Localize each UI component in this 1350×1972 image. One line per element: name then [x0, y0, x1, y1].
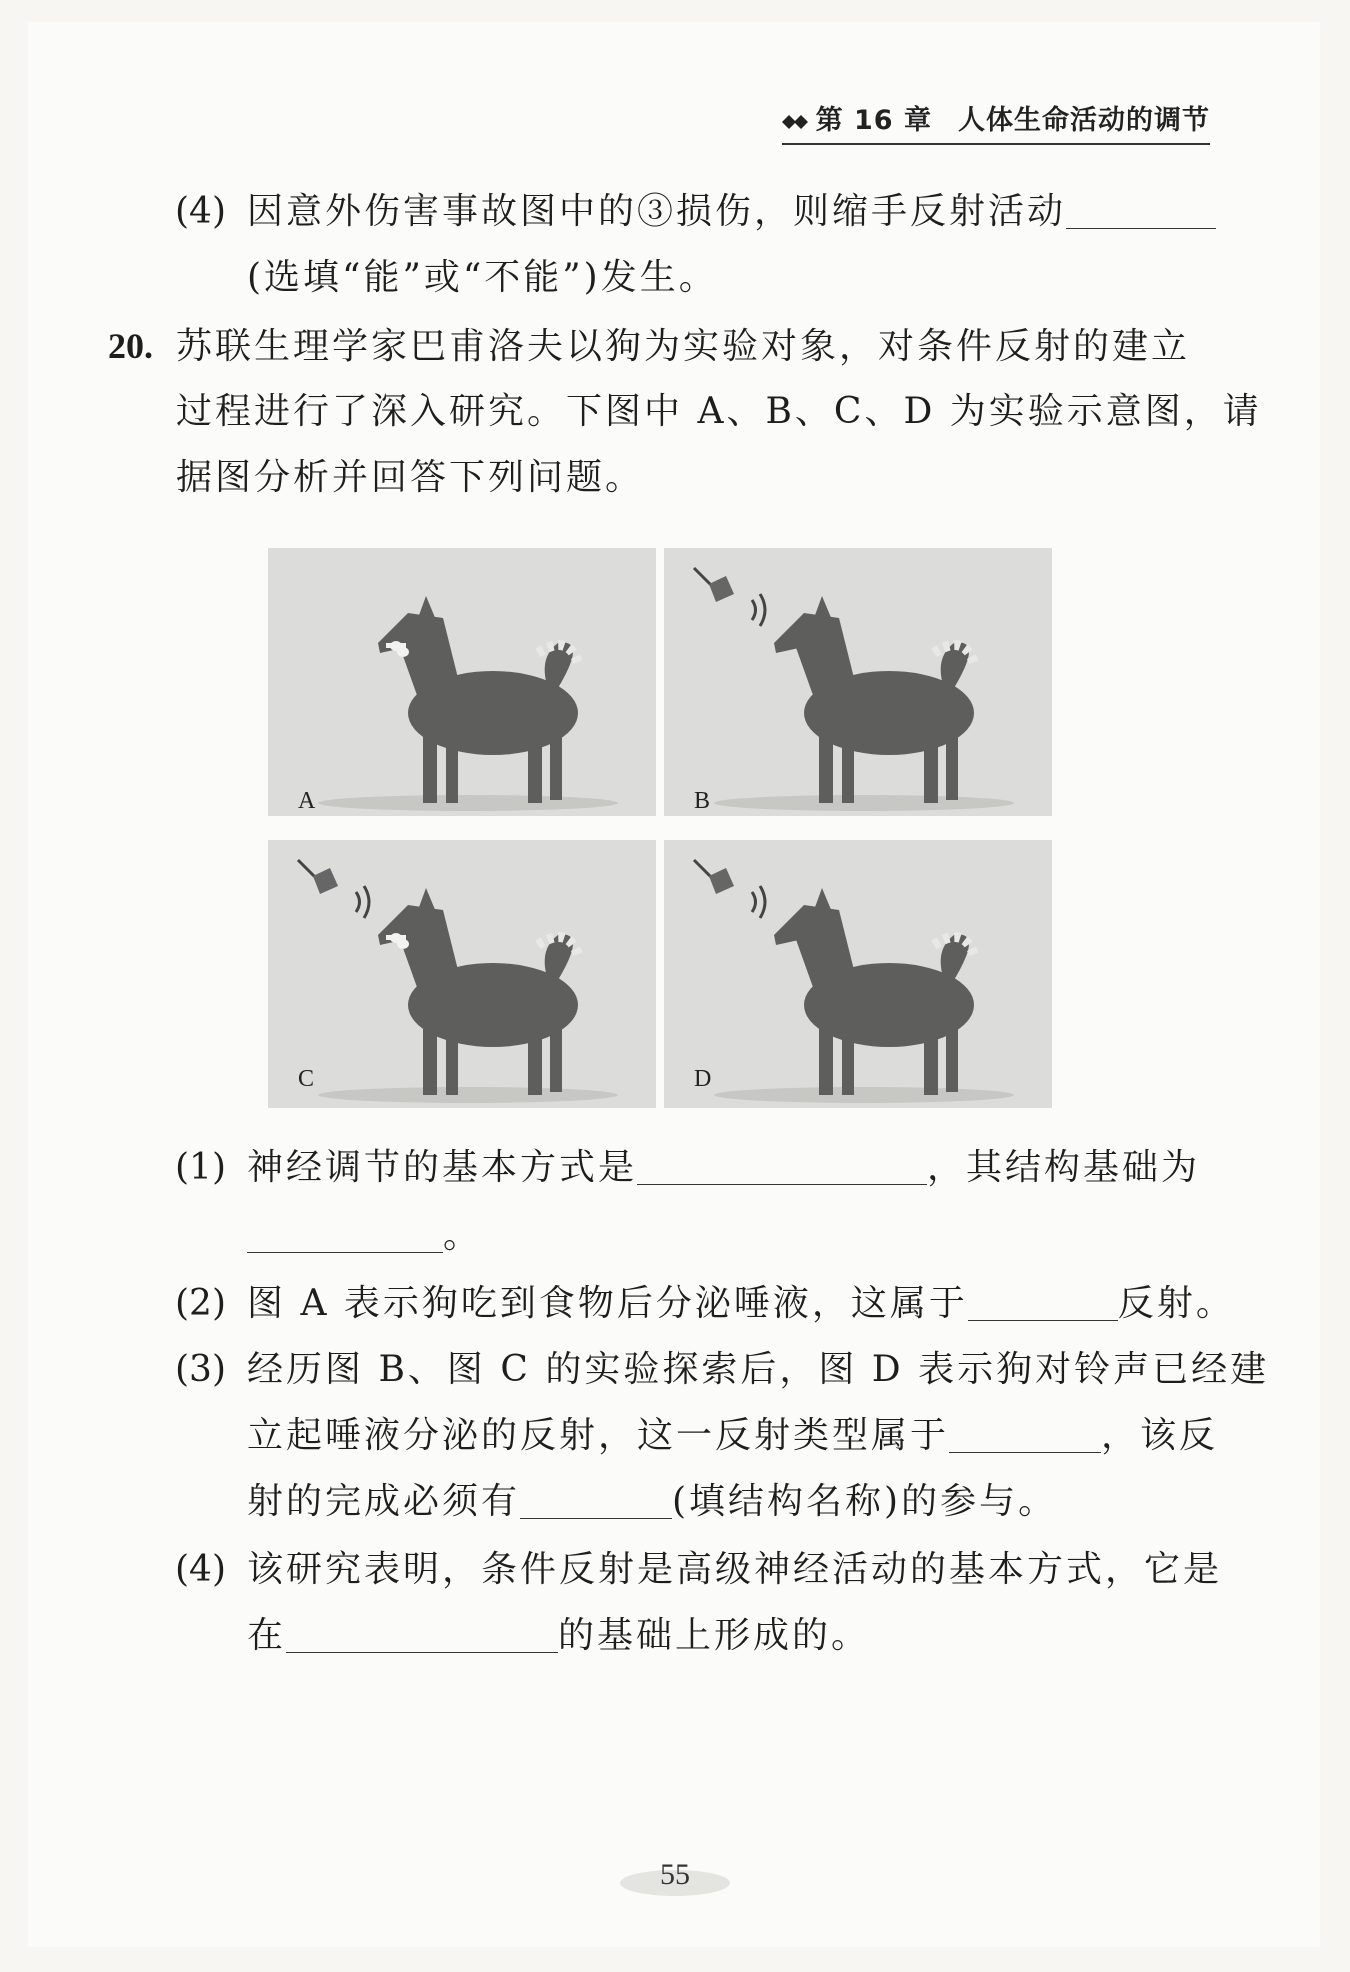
- dog-with-bell-and-food-illustration: [268, 840, 656, 1108]
- question-text: 经历图 B、图 C 的实验探索后，图 D 表示狗对铃声已经建: [247, 1349, 1270, 1390]
- dog-with-food-illustration: [268, 548, 656, 816]
- question-text: 立起唾液分泌的反射，这一反射类型属于: [247, 1415, 950, 1456]
- part4-line2: [247, 1614, 870, 1658]
- figure-panel-d: [664, 840, 1052, 1108]
- question-text: 该研究表明，条件反射是高级神经活动的基本方式，它是: [247, 1549, 1223, 1590]
- part4-line1: [175, 1548, 1222, 1592]
- question-text: ，其结构基础为: [927, 1147, 1201, 1188]
- answer-blank[interactable]: [637, 1150, 927, 1185]
- dog-with-bell-illustration: [664, 548, 1052, 816]
- panel-label-d: D: [694, 1066, 712, 1092]
- part-number: (2): [175, 1283, 226, 1324]
- answer-blank[interactable]: [968, 1286, 1118, 1321]
- figure-panel-a: [268, 548, 656, 816]
- part-number: (3): [175, 1349, 226, 1390]
- question-number: 20.: [108, 326, 153, 366]
- figure-panel-b: [664, 548, 1052, 816]
- panel-label-b: B: [694, 788, 711, 814]
- q20-line2: 过程进行了深入研究。下图中 A、B、C、D 为实验示意图，请: [176, 391, 1262, 432]
- part3-line1: [175, 1348, 1269, 1392]
- q20-line3: 据图分析并回答下列问题。: [176, 457, 645, 498]
- answer-blank[interactable]: [949, 1418, 1101, 1453]
- question-text: 反射。: [1117, 1283, 1235, 1324]
- part2-line1: [175, 1282, 1235, 1326]
- chapter-number: 第 16 章: [815, 105, 932, 136]
- question-text: 的基础上形成的。: [558, 1615, 871, 1656]
- q19-part4-line1: [175, 190, 1216, 234]
- question-text: (填结构名称)的参与。: [672, 1481, 1058, 1522]
- part-number: (1): [175, 1147, 226, 1188]
- part1-line1: [175, 1146, 1200, 1190]
- part-number: (4): [175, 1549, 226, 1590]
- q19-part4-line2: (选填“能”或“不能”)发生。: [247, 257, 718, 298]
- panel-label-c: C: [298, 1066, 315, 1092]
- question-text: ，该反: [1101, 1415, 1219, 1456]
- chapter-title: 人体生命活动的调节: [958, 105, 1210, 136]
- panel-label-a: A: [298, 788, 316, 814]
- diamond-icon: [782, 105, 812, 136]
- question-text: 射的完成必须有: [247, 1481, 521, 1522]
- answer-blank[interactable]: [286, 1618, 558, 1653]
- bell-icon: [694, 860, 765, 918]
- figure-panel-c: [268, 840, 656, 1108]
- question-text: 因意外伤害事故图中的③损伤，则缩手反射活动: [247, 191, 1067, 232]
- question-text: 。: [443, 1215, 483, 1256]
- answer-blank[interactable]: [520, 1484, 672, 1519]
- question-text: 图 A 表示狗吃到食物后分泌唾液，这属于: [247, 1283, 968, 1324]
- q20-line1: [108, 324, 1190, 369]
- part3-line3: [247, 1480, 1057, 1524]
- part1-line2: [247, 1214, 482, 1258]
- answer-blank[interactable]: [247, 1218, 443, 1253]
- bell-icon: [298, 860, 369, 918]
- question-text: 神经调节的基本方式是: [247, 1147, 638, 1188]
- part-number: (4): [175, 191, 226, 232]
- answer-blank[interactable]: [1066, 194, 1216, 229]
- page-number: 55: [660, 1858, 690, 1891]
- question-text: 在: [247, 1615, 287, 1656]
- question-text: 苏联生理学家巴甫洛夫以狗为实验对象，对条件反射的建立: [176, 326, 1191, 367]
- dog-with-bell-illustration: [664, 840, 1052, 1108]
- bell-icon: [694, 568, 765, 626]
- chapter-header: [782, 98, 1210, 145]
- part3-line2: [247, 1414, 1218, 1458]
